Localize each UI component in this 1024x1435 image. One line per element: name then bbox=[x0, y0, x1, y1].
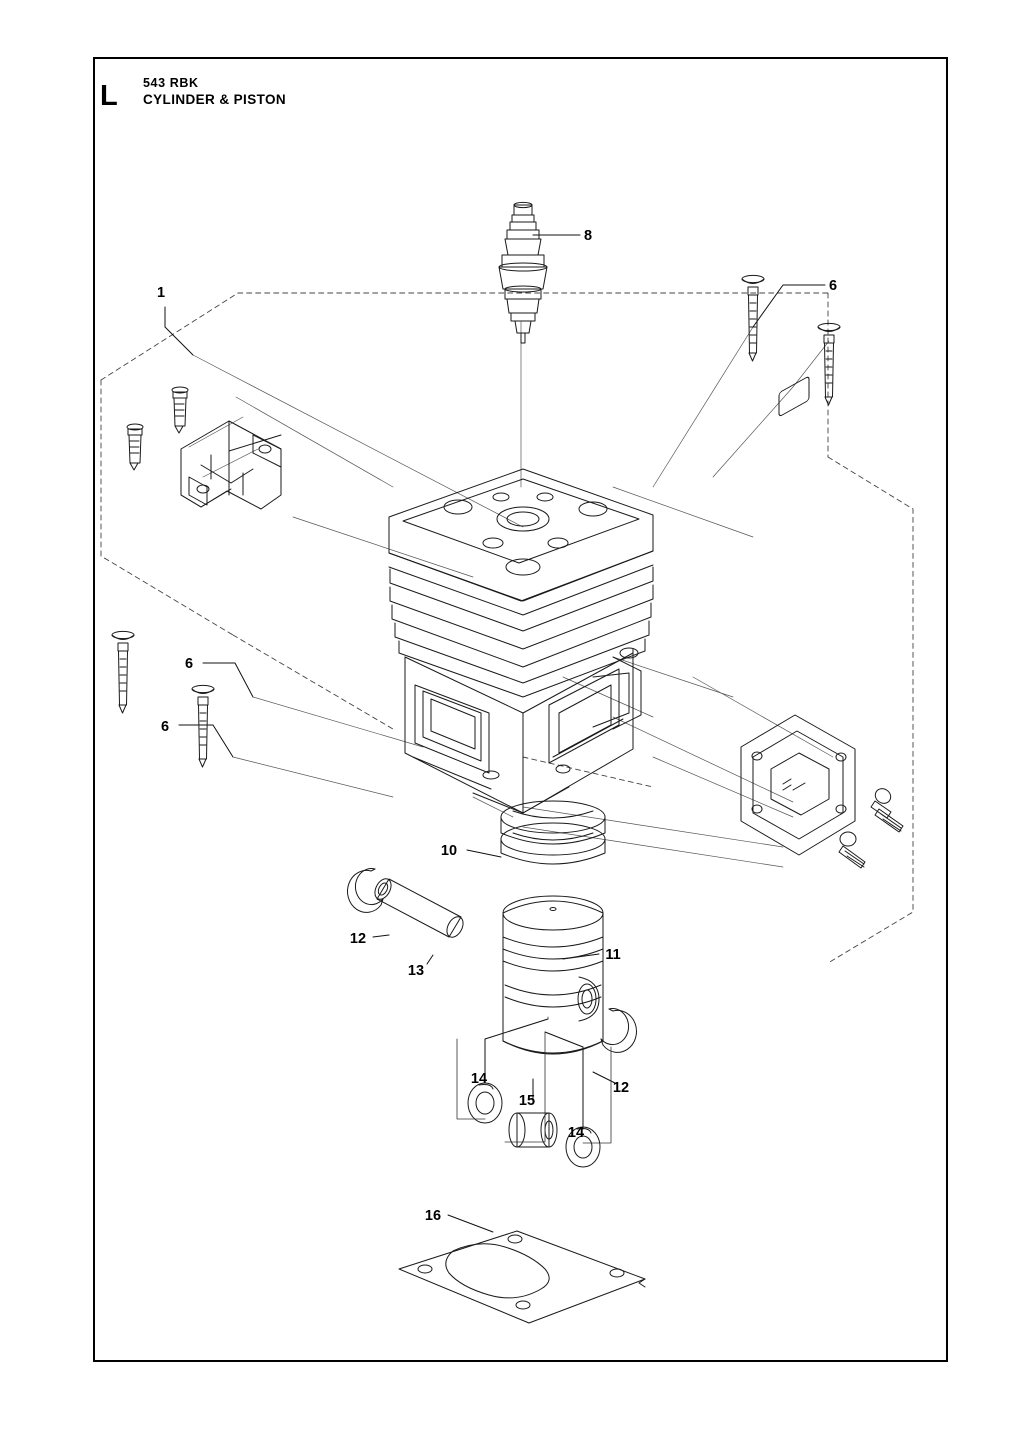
circlip-part-right bbox=[601, 1009, 636, 1053]
assembly-group-outline bbox=[101, 293, 913, 963]
section-letter: L bbox=[100, 80, 118, 112]
callout-10: 10 bbox=[440, 843, 458, 859]
right-bracket-part bbox=[741, 376, 855, 855]
section-title: CYLINDER & PISTON bbox=[143, 92, 287, 107]
callout-16: 16 bbox=[424, 1208, 442, 1224]
callout-1: 1 bbox=[156, 285, 166, 301]
callout-6c: 6 bbox=[160, 719, 170, 735]
screw-part-left-1 bbox=[112, 631, 134, 713]
left-bracket-part bbox=[181, 421, 281, 509]
callout-6a: 6 bbox=[828, 278, 838, 294]
piston-pin-part bbox=[372, 876, 467, 940]
cylinder-part bbox=[389, 469, 653, 813]
gasket-part bbox=[399, 1231, 645, 1323]
exploded-parts-diagram bbox=[93, 57, 948, 1362]
screw-part-left-2 bbox=[192, 685, 214, 767]
callout-8: 8 bbox=[583, 228, 593, 244]
callout-12a: 12 bbox=[349, 931, 367, 947]
leader-lines bbox=[165, 235, 825, 1232]
model-name: 543 RBK bbox=[143, 76, 199, 90]
callout-6b: 6 bbox=[184, 656, 194, 672]
circlip-part-left bbox=[348, 869, 383, 913]
screw-part-top-right-1 bbox=[742, 275, 764, 361]
callout-13: 13 bbox=[407, 963, 425, 979]
screw-part-left-small-1 bbox=[172, 387, 188, 433]
spark-plug-part bbox=[499, 202, 547, 343]
screw-part-bottom-right-2 bbox=[839, 832, 865, 868]
callout-labels bbox=[157, 228, 837, 1224]
piston-part bbox=[503, 896, 603, 1054]
callout-15: 15 bbox=[518, 1093, 536, 1109]
screw-part-top-right-2 bbox=[818, 323, 840, 405]
callout-12b: 12 bbox=[612, 1080, 630, 1096]
callout-11: 11 bbox=[605, 947, 621, 963]
bearing-part-left bbox=[468, 1083, 502, 1123]
callout-14b: 14 bbox=[567, 1125, 585, 1141]
alignment-lines bbox=[189, 322, 833, 867]
screw-part-left-small-2 bbox=[127, 424, 143, 470]
screw-part-bottom-right-1 bbox=[871, 786, 903, 832]
callout-14a: 14 bbox=[470, 1071, 488, 1087]
